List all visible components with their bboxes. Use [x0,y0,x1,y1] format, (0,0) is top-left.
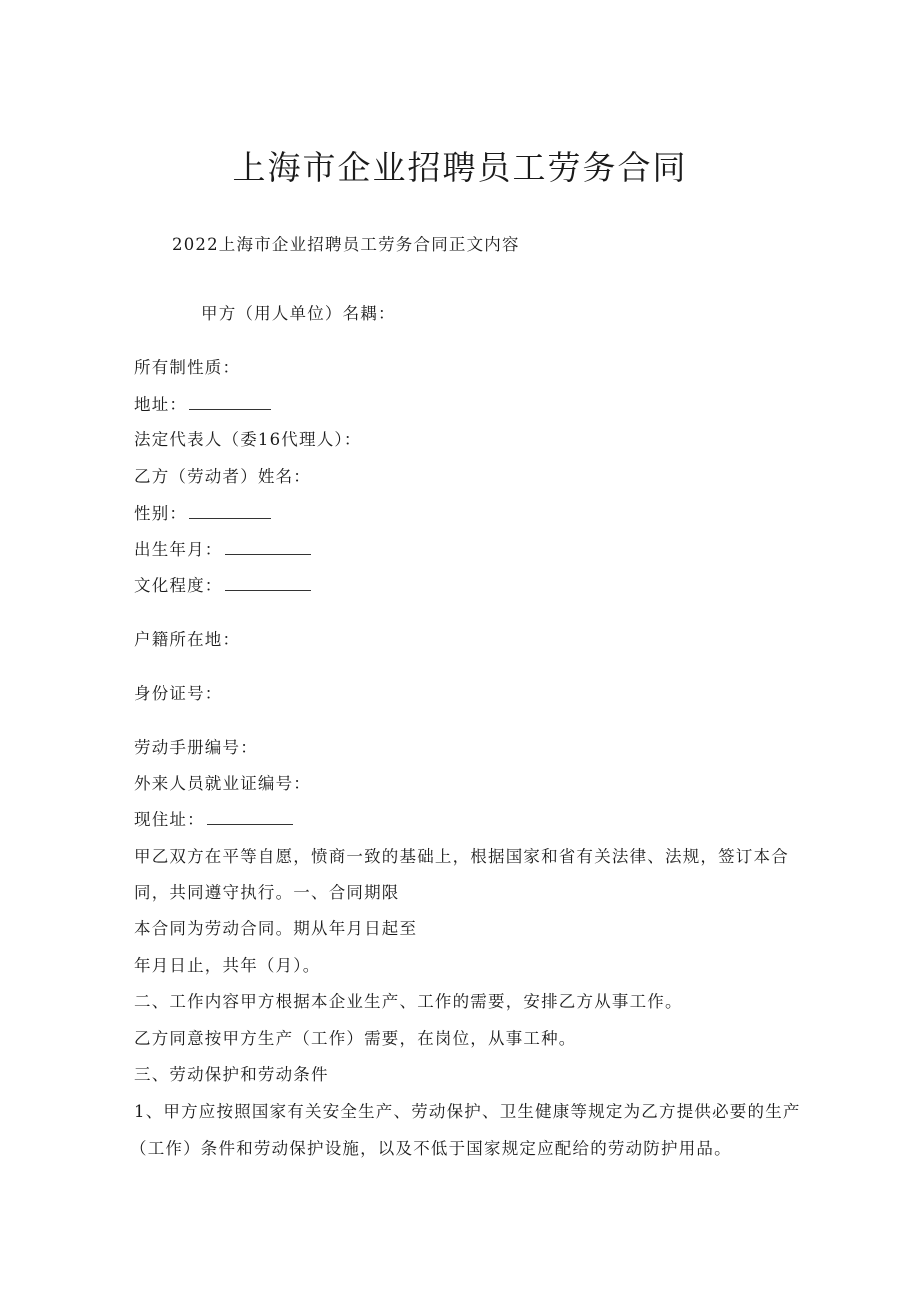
gender-label: 性别： [134,504,188,523]
term-line-2: 年月日止，共年（月）。 [134,956,321,975]
current-address-label: 现住址： [134,810,205,829]
address-row [134,393,271,417]
document-subtitle: 2022上海市企业招聘员工劳务合同正文内容 [172,235,520,254]
document-title: 上海市企业招聘员工劳务合同 [232,148,688,187]
education-blank [225,576,311,591]
section-2-line-1: 二、工作内容甲方根据本企业生产、工作的需要，安排乙方从事工作。 [134,992,683,1011]
household-label: 户籍所在地： [134,630,241,649]
id-number-label: 身份证号： [134,684,223,703]
section-2-line-2: 乙方同意按甲方生产（工作）需要，在岗位，从事工种。 [134,1029,577,1048]
legal-rep-label: 法定代表人（委16代理人）： [134,430,362,449]
section-3-title: 三、劳动保护和劳动条件 [134,1065,329,1084]
labor-manual-label: 劳动手册编号： [134,738,258,757]
gender-blank [189,504,271,519]
birth-label: 出生年月： [134,540,223,559]
term-line-1: 本合同为劳动合同。期从年月日起至 [134,919,418,938]
section-3-item-1-line-1: 1、甲方应按照国家有关安全生产、劳动保护、卫生健康等规定为乙方提供必要的生产 [134,1102,801,1121]
paragraph-1-line-1: 甲乙双方在平等自愿，愤商一致的基础上，根据国家和省有关法律、法规，签订本合 [134,847,789,866]
education-label: 文化程度： [134,576,223,595]
party-a-name-label: 甲方（用人单位）名耦： [201,304,396,323]
section-3-item-1-line-2: （工作）条件和劳动保护设施，以及不低于国家规定应配给的劳动防护用品。 [130,1139,732,1158]
employment-cert-label: 外来人员就业证编号： [134,774,311,793]
ownership-label: 所有制性质： [134,358,241,377]
address-blank [189,395,271,410]
paragraph-1-line-2: 同，共同遵守执行。一、合同期限 [134,883,400,902]
party-b-name-label: 乙方（劳动者）姓名： [134,467,311,486]
education-row [134,574,311,598]
gender-row [134,502,271,526]
current-address-row [134,808,293,832]
current-address-blank [207,810,293,825]
birth-blank [225,540,311,555]
birth-row [134,538,311,562]
address-label: 地址： [134,395,188,414]
